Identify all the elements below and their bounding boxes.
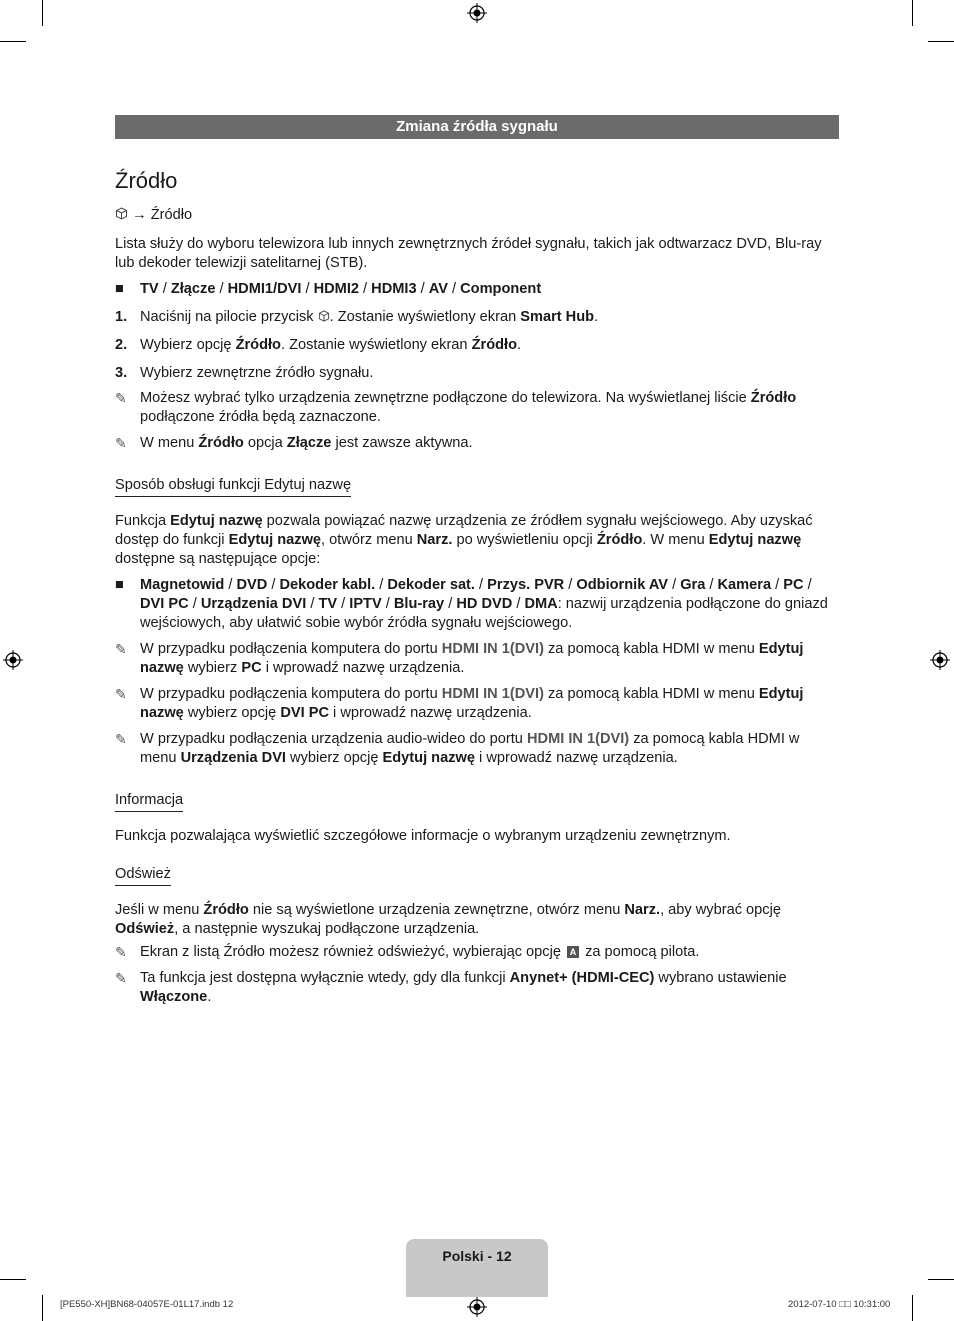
edit-name-paragraph: Funkcja Edytuj nazwę pozwala powiązać nazwę urządzenia ze źródłem sygnału wejściowego. Aby uzyskać dostęp do funkcji Edytuj nazwę, otwórz menu Narz. po wyświetleniu opcji Źródło. W menu Edytuj nazwę dostępne są następujące opcje: xyxy=(115,513,813,567)
list-item: HDMI2 xyxy=(313,281,359,297)
source-list xyxy=(115,280,839,299)
crop-mark xyxy=(0,41,26,42)
note-pencil-icon: ✎ xyxy=(115,970,127,986)
crop-mark xyxy=(928,41,954,42)
list-item: Dekoder sat. xyxy=(387,577,475,593)
list-item: DVD xyxy=(236,577,268,593)
step-3 xyxy=(115,364,839,383)
menu-path-text: → Źródło xyxy=(132,207,193,223)
step-text: Wybierz opcję xyxy=(140,337,236,353)
list-item: Magnetowid xyxy=(140,577,225,593)
device-list xyxy=(115,576,839,633)
step-text: . Zostanie wyświetlony ekran xyxy=(329,309,521,325)
device-list-suffix: : nazwij urządzenia podłączone do gniazd wejściowych, aby ułatwić sobie wybór źródła sygnału wejściowego. xyxy=(140,596,828,631)
list-item: Dekoder kabl. xyxy=(279,577,376,593)
intro-paragraph: Lista służy do wyboru telewizora lub innych zewnętrznych źródeł sygnału, takich jak odtwarzacz DVD, Blu-ray lub dekoder telewizji satelitarnej (STB). xyxy=(115,236,822,271)
step-2 xyxy=(115,336,839,355)
step-text: . xyxy=(594,309,599,325)
list-item: TV xyxy=(318,596,338,612)
note-pencil-icon: ✎ xyxy=(115,390,127,406)
main-content xyxy=(115,160,839,1016)
list-item: TV xyxy=(140,281,159,297)
square-bullet-icon: ■ xyxy=(115,281,124,297)
list-item: Odbiornik AV xyxy=(576,577,669,593)
note-text: Możesz wybrać tylko urządzenia zewnętrzne podłączone do telewizora. Na wyświetlanej liście xyxy=(140,390,751,406)
registration-mark-icon xyxy=(467,1297,487,1317)
note: ✎ W przypadku podłączenia komputera do portu HDMI IN 1(DVI) za pomocą kabla HDMI w menu Edytuj nazwę wybierz opcję DVI PC i wprowadź nazwę urządzenia. xyxy=(115,686,804,721)
edit-name-heading: Sposób obsługi funkcji Edytuj nazwę xyxy=(115,476,351,497)
registration-mark-icon xyxy=(467,3,487,23)
crop-mark xyxy=(0,1279,26,1280)
step-1 xyxy=(115,308,839,327)
step-bold: Smart Hub xyxy=(520,309,595,325)
step-text: Wybierz zewnętrzne źródło sygnału. xyxy=(140,365,374,381)
note: ✎ W przypadku podłączenia urządzenia audio-wideo do portu HDMI IN 1(DVI) za pomocą kabla HDMI w menu Urządzenia DVI wybierz opcję Edytuj nazwę i wprowadź nazwę urządzenia. xyxy=(115,731,800,766)
note-text: opcja xyxy=(243,435,287,451)
print-info-left: [PE550-XH]BN68-04057E-01L17.indb 12 xyxy=(60,1299,234,1310)
note-pencil-icon: ✎ xyxy=(115,686,127,702)
note-text: jest zawsze aktywna. xyxy=(331,435,473,451)
crop-mark xyxy=(42,1295,43,1321)
section-banner: Zmiana źródła sygnału xyxy=(115,115,839,139)
step-bold: Źródło xyxy=(235,337,281,353)
list-item: HDMI3 xyxy=(371,281,417,297)
a-button-icon: A xyxy=(567,946,579,958)
note: ✎ Ekran z listą Źródło możesz również odświeżyć, wybierając opcję A za pomocą pilota. xyxy=(115,944,700,960)
list-item: Złącze xyxy=(170,281,216,297)
step-text: . Zostanie wyświetlony ekran xyxy=(280,337,472,353)
note-pencil-icon: ✎ xyxy=(115,731,127,747)
square-bullet-icon: ■ xyxy=(115,577,124,593)
list-item: AV xyxy=(428,281,448,297)
note: ✎ Ta funkcja jest dostępna wyłącznie wtedy, gdy dla funkcji Anynet+ (HDMI-CEC) wybrano ustawienie Włączone. xyxy=(115,970,787,1005)
note-text: podłączone źródła będą zaznaczone. xyxy=(140,409,381,425)
device-list-text: Magnetowid / DVD / Dekoder kabl. / Dekoder sat. / Przys. PVR / Odbiornik AV / Gra / Kamera / PC / DVI PC / Urządzenia DVI / TV / IPTV / Blu-ray / HD DVD / DMA xyxy=(140,577,812,612)
refresh-heading: Odśwież xyxy=(115,865,171,886)
registration-mark-icon xyxy=(3,650,23,670)
step-text: . xyxy=(517,337,522,353)
page-number-tab: Polski - 12 xyxy=(406,1239,548,1297)
crop-mark xyxy=(912,0,913,26)
list-item: Gra xyxy=(680,577,706,593)
list-item: Blu-ray xyxy=(393,596,445,612)
step-text: Naciśnij na pilocie przycisk xyxy=(140,309,318,325)
crop-mark xyxy=(928,1279,954,1280)
step-number: 3. xyxy=(115,365,128,381)
info-heading: Informacja xyxy=(115,791,183,812)
note-text: W menu xyxy=(140,435,199,451)
step-number: 2. xyxy=(115,337,128,353)
list-item: HDMI1/DVI xyxy=(227,281,302,297)
note-pencil-icon: ✎ xyxy=(115,641,127,657)
refresh-paragraph: Jeśli w menu Źródło nie są wyświetlone urządzenia zewnętrzne, otwórz menu Narz., aby wybrać opcję Odśwież, a następnie wyszukaj podłączone urządzenia. xyxy=(115,902,781,937)
page-title: Źródło xyxy=(115,168,178,193)
note-bold: Źródło xyxy=(750,390,797,406)
note: ✎ W przypadku podłączenia komputera do portu HDMI IN 1(DVI) za pomocą kabla HDMI w menu Edytuj nazwę wybierz PC i wprowadź nazwę urządzenia. xyxy=(115,641,804,676)
list-item: DVI PC xyxy=(140,596,189,612)
list-item: IPTV xyxy=(349,596,382,612)
menu-icon xyxy=(115,207,128,220)
list-item: Component xyxy=(460,281,542,297)
list-item: DMA xyxy=(524,596,558,612)
note-pencil-icon: ✎ xyxy=(115,435,127,451)
list-item: HD DVD xyxy=(456,596,513,612)
note xyxy=(115,434,839,453)
list-item: Urządzenia DVI xyxy=(200,596,307,612)
info-paragraph: Funkcja pozwalająca wyświetlić szczegółowe informacje o wybranym urządzeniu zewnętrznym. xyxy=(115,828,731,844)
list-item: Przys. PVR xyxy=(487,577,565,593)
step-bold: Źródło xyxy=(471,337,518,353)
menu-icon xyxy=(318,310,330,322)
registration-mark-icon xyxy=(930,650,950,670)
note-bold: Złącze xyxy=(286,435,332,451)
note xyxy=(115,389,839,427)
source-list-text: TV / Złącze / HDMI1/DVI / HDMI2 / HDMI3 / AV / Component xyxy=(140,281,542,297)
step-number: 1. xyxy=(115,309,128,325)
list-item: PC xyxy=(783,577,804,593)
crop-mark xyxy=(42,0,43,26)
print-info-right: 2012-07-10 □□ 10:31:00 xyxy=(788,1299,891,1310)
note-bold: Źródło xyxy=(198,435,244,451)
menu-path xyxy=(115,206,839,225)
crop-mark xyxy=(912,1295,913,1321)
note-pencil-icon: ✎ xyxy=(115,944,127,960)
list-item: Kamera xyxy=(717,577,772,593)
